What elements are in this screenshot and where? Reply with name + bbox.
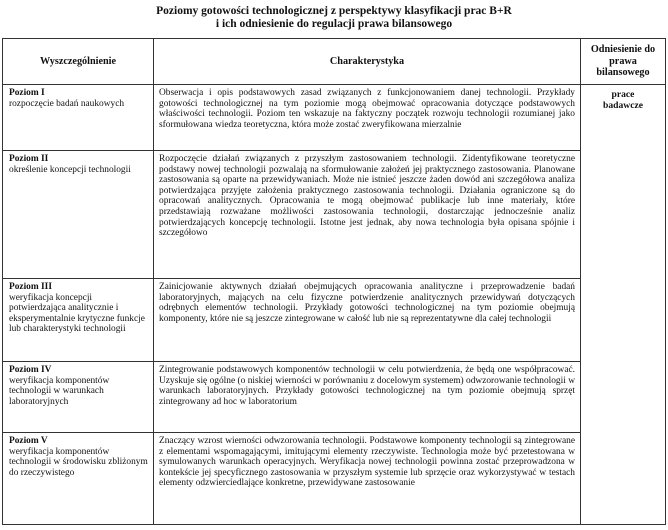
trl-table xyxy=(2,38,666,525)
relation-cell xyxy=(581,85,666,525)
level-label: Poziom IV xyxy=(9,365,52,375)
description-cell: Znaczący wzrost wierności odwzorowania technologii. Podstawowe komponenty technologii są zintegrowane z elementami wspomagającymi, imitującymi elementy rzeczywiste. Technologia może być przetestowana w symulowanych warunkach operacyjnych. Weryfikacja nowej technologii powinna zostać przeprowadzona w kontekście jej specyficznego zastosowania w przyszłym systemie lub sprzęcie oraz wykorzystywać w testach elementy odzwierciedlające konkretne, przewidywane zastosowanie xyxy=(154,433,581,525)
table-row xyxy=(3,362,666,433)
header-balance-law: Odniesienie do prawa bilansowego xyxy=(581,39,666,85)
header-row xyxy=(3,39,666,85)
header-characteristics: Charakterystyka xyxy=(154,39,581,85)
level-name: określenie koncepcji technologii xyxy=(9,164,131,175)
title-line-2: i ich odniesienie do regulacji prawa bilansowego xyxy=(215,18,453,30)
description-cell: Zintegrowanie podstawowych komponentów technologii w celu potwierdzenia, że będą one współpracować. Uzyskuje się ogólne (o niskiej wierności w porównaniu z docelowym systemem) odwzorowanie technologii w warunkach laboratoryjnych. Przykłady gotowości technologicznej na tym poziomie obejmują sprzęt zintegrowany ad hoc w laboratorium xyxy=(154,362,581,433)
description-cell: Zainicjowanie aktywnych działań obejmujących opracowania analityczne i przeprowadzenie badań laboratoryjnych, mających na celu fizyczne potwierdzenie analitycznych przewidywań dotyczących odrębnych elementów technologii. Przykłady gotowości technologicznej na tym poziomie obejmują komponenty, które nie są jeszcze zintegrowane w całość lub nie są reprezentatywne dla całej technologii xyxy=(154,279,581,362)
table-row xyxy=(3,433,666,525)
level-label: Poziom III xyxy=(9,282,52,292)
title-line-1: Poziomy gotowości technologicznej z perspektywy klasyfikacji prac B+R xyxy=(156,5,512,17)
level-name: rozpoczęcie badań naukowych xyxy=(9,98,125,109)
level-name: weryfikacja komponentów technologii w warunkach laboratoryjnych xyxy=(9,375,110,407)
table-row xyxy=(3,279,666,362)
level-cell xyxy=(3,433,154,525)
level-name: weryfikacja komponentów technologii w środowisku zbliżonym do rzeczywistego xyxy=(9,446,148,478)
header-specification: Wyszczególnienie xyxy=(3,39,154,85)
description-cell: Rozpoczęcie działań związanych z przyszłym zastosowaniem technologii. Zidentyfikowane teoretyczne podstawy nowej technologii pozwalają na sformułowanie założeń jej praktycznego zastosowania. Planowane zastosowania są oparte na przewidywaniach. Może nie istnieć jeszcze żaden dowód ani szczegółowa analiza potwierdzająca przyjęte założenia praktycznego zastosowania technologii. Działania ograniczone są do opracowań analitycznych. Opracowania te mogą obejmować publikacje lub inne materiały, które przedstawiają rozważane możliwości zastosowania technologii, dostarczając jednocześnie analiz potwierdzających koncepcję technologii. Istotne jest jednak, aby nowa technologia była opisana spójnie i szczegółowo xyxy=(154,151,581,279)
level-label: Poziom V xyxy=(9,436,48,446)
level-name: weryfikacja koncepcji potwierdzająca analitycznie i eksperymentalnie krytyczne funkcje lub charakterystyki technologii xyxy=(9,292,145,335)
level-cell xyxy=(3,85,154,151)
table-title xyxy=(0,0,668,30)
level-cell xyxy=(3,151,154,279)
description-cell: Obserwacja i opis podstawowych zasad związanych z funkcjonowaniem danej technologii. Przykłady gotowości technologicznej na tym poziomie mogą obejmować opracowania dotyczące podstawowych właściwości technologii. Poziom ten wskazuje na faktyczny początek rozwoju technologii rozumianej jako sformułowana wiedza teoretyczna, która może zostać zweryfikowana mierzalnie xyxy=(154,85,581,151)
level-label: Poziom I xyxy=(9,88,45,98)
level-cell xyxy=(3,362,154,433)
table-row xyxy=(3,151,666,279)
relation-label: prace badawcze xyxy=(603,89,643,111)
level-cell xyxy=(3,279,154,362)
table-row xyxy=(3,85,666,151)
level-label: Poziom II xyxy=(9,154,49,164)
